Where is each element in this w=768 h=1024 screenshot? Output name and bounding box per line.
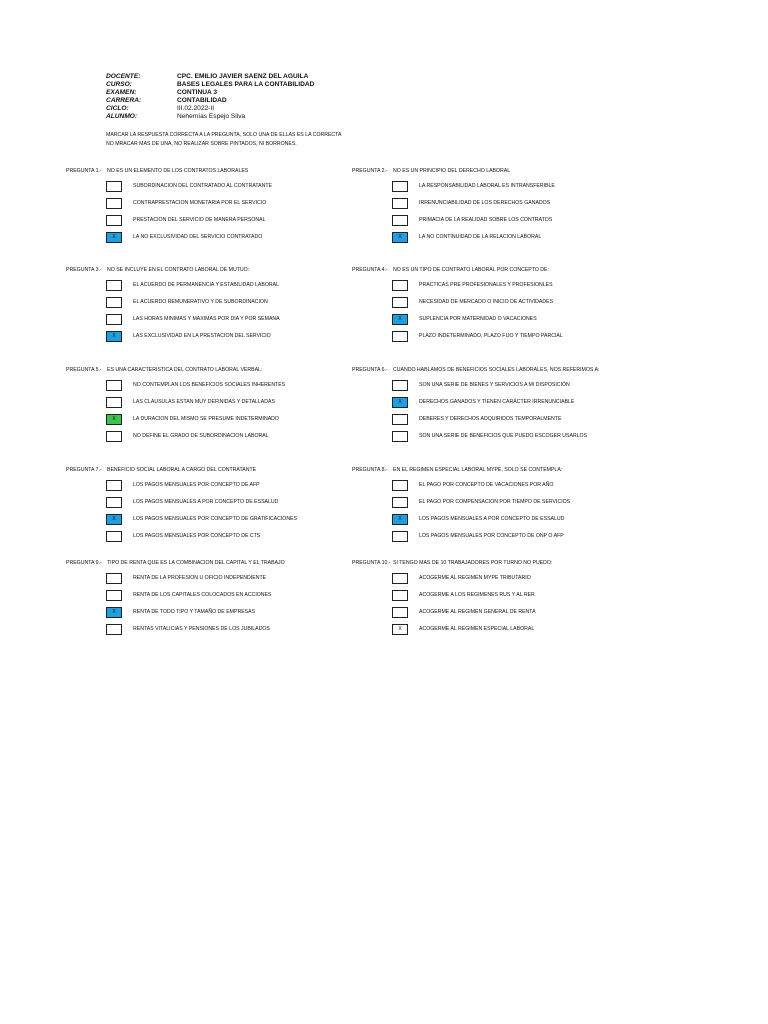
answer-text: LOS PAGOS MENSUALES POR CONCEPTO DE CTS bbox=[133, 533, 261, 539]
header-value: CONTABILIDAD bbox=[177, 97, 227, 104]
question-text: NO ES UN PRINCIPIO DEL DERECHO LABORAL bbox=[393, 168, 511, 174]
answer-text: NECESIDAD DE MERCADO O INICIO DE ACTIVIDADES bbox=[419, 299, 554, 305]
question-text: NO SE INCLUYE EN EL CONTRATO LABORAL DE MUTUO: bbox=[107, 267, 250, 273]
answer-option[interactable] bbox=[106, 397, 366, 408]
answer-option[interactable] bbox=[392, 431, 652, 442]
answer-option[interactable] bbox=[392, 497, 652, 508]
answer-checkbox[interactable] bbox=[392, 607, 408, 618]
answer-text: LAS EXCLUSIVIDAD EN LA PRESTACION DEL SERVICIO bbox=[133, 333, 271, 339]
answer-checkbox[interactable] bbox=[106, 280, 122, 291]
question-text: CUANDO HABLAMOS DE BENEFICIOS SOCIALES LABORALES, NOS REFERIMOS A: bbox=[393, 367, 600, 373]
header-label: DOCENTE: bbox=[106, 73, 141, 80]
answer-text: LOS PAGOS MENSUALES POR CONCEPTO DE AFP bbox=[133, 482, 260, 488]
question-number: PREGUNTA 5.- bbox=[66, 367, 102, 373]
answer-option[interactable] bbox=[392, 624, 652, 635]
question-number: PREGUNTA 1.- bbox=[66, 168, 102, 174]
answer-text: CONTRAPRESTACION MONETARIA POR EL SERVICIO bbox=[133, 200, 267, 206]
answer-text: RENTA DE LA PROFESION U OFICIO INDEPENDIENTE bbox=[133, 575, 267, 581]
header-row-curso bbox=[106, 81, 314, 89]
answer-option[interactable] bbox=[106, 198, 366, 209]
answer-option[interactable] bbox=[106, 607, 366, 618]
answer-option[interactable] bbox=[392, 607, 652, 618]
question-number: PREGUNTA 2.- bbox=[352, 168, 388, 174]
question-text: TIPO DE RENTA QUE ES LA COMBINACION DEL CAPITAL Y EL TRABAJO bbox=[107, 560, 285, 566]
answer-option[interactable] bbox=[392, 380, 652, 391]
answer-checkbox[interactable] bbox=[392, 380, 408, 391]
header-row-carrera bbox=[106, 97, 314, 105]
answer-checkbox[interactable]: X bbox=[392, 232, 408, 243]
header-value: CONTINUA 3 bbox=[177, 89, 218, 96]
question-number: PREGUNTA 8.- bbox=[352, 467, 388, 473]
answer-text: LAS HORAS MINIMAS Y MAXIMAS POR DIA Y POR SEMANA bbox=[133, 316, 280, 322]
answer-option[interactable] bbox=[392, 297, 652, 308]
answer-option[interactable] bbox=[106, 280, 366, 291]
question-3 bbox=[66, 267, 366, 357]
answer-text: SON UNA SERIE DE BENEFICIOS QUE PUEDO ESCOGER USARLOS bbox=[419, 433, 588, 439]
answer-checkbox[interactable] bbox=[392, 280, 408, 291]
answer-checkbox[interactable] bbox=[392, 215, 408, 226]
answer-option[interactable] bbox=[392, 280, 652, 291]
answer-text: IRRENUNCIABILIDAD DE LOS DERECHOS GANADOS bbox=[419, 200, 551, 206]
question-9 bbox=[66, 560, 366, 650]
answer-checkbox[interactable]: X bbox=[392, 624, 408, 635]
answer-option[interactable] bbox=[392, 531, 652, 542]
answer-option[interactable] bbox=[106, 414, 366, 425]
answer-option[interactable] bbox=[106, 531, 366, 542]
answer-option[interactable] bbox=[392, 331, 652, 342]
header-label: CICLO: bbox=[106, 105, 129, 112]
answer-text: EL PAGO POR COMPENSACION POR TIEMPO DE SERVICIOS bbox=[419, 499, 571, 505]
answer-text: LA NO EXCLUSIVIDAD DEL SERVICIO CONTRATADO bbox=[133, 234, 263, 240]
answer-checkbox[interactable]: X bbox=[106, 331, 122, 342]
header-value: Nehemías Espejo Silva bbox=[177, 113, 246, 120]
answer-checkbox[interactable] bbox=[392, 198, 408, 209]
answer-option[interactable] bbox=[106, 331, 366, 342]
answer-text: ACOGERME AL REGIMEN MYPE TRIBUTARIO bbox=[419, 575, 531, 581]
answer-checkbox[interactable]: X bbox=[392, 514, 408, 525]
answer-checkbox[interactable] bbox=[106, 215, 122, 226]
answer-text: ACOGERME AL REGIMEN ESPECIAL LABORAL bbox=[419, 626, 535, 632]
answer-text: EL ACUERDO DE PERMANENCIA Y ESTABILIDAD LABORAL bbox=[133, 282, 279, 288]
question-5 bbox=[66, 367, 366, 457]
answer-checkbox[interactable] bbox=[392, 297, 408, 308]
answer-option[interactable] bbox=[106, 590, 366, 601]
answer-text: NO DEFINE EL GRADO DE SUBORDINACION LABORAL bbox=[133, 433, 269, 439]
question-4 bbox=[352, 267, 652, 357]
answer-text: EL PAGO POR CONCEPTO DE VACACIONES POR AÑO bbox=[419, 482, 554, 488]
answer-option[interactable] bbox=[106, 232, 366, 243]
answer-checkbox[interactable] bbox=[106, 573, 122, 584]
answer-checkbox[interactable] bbox=[106, 480, 122, 491]
question-7 bbox=[66, 467, 366, 557]
question-number: PREGUNTA 6.- bbox=[352, 367, 388, 373]
question-1 bbox=[66, 168, 366, 258]
question-text: ES UNA CARACTERISTICA DEL CONTRATO LABORAL VERBAL: bbox=[107, 367, 263, 373]
answer-text: ACOGERME A LOS REGIMENES RUS Y AL RER bbox=[419, 592, 535, 598]
answer-option[interactable] bbox=[106, 431, 366, 442]
answer-checkbox[interactable] bbox=[106, 531, 122, 542]
answer-checkbox[interactable] bbox=[392, 573, 408, 584]
answer-text: NO CONTEMPLAN LOS BENEFICIOS SOCIALES INHERENTES bbox=[133, 382, 286, 388]
answer-checkbox[interactable]: X bbox=[392, 397, 408, 408]
header-label: CURSO: bbox=[106, 81, 133, 88]
question-text: BENEFICIO SOCIAL LABORAL A CARGO DEL CONTRATANTE bbox=[107, 467, 257, 473]
answer-option[interactable] bbox=[392, 198, 652, 209]
answer-checkbox[interactable] bbox=[106, 181, 122, 192]
question-text: NO ES UN ELEMENTO DE LOS CONTRATOS LABORALES bbox=[107, 168, 249, 174]
answer-option[interactable] bbox=[106, 514, 366, 525]
answer-checkbox[interactable] bbox=[106, 431, 122, 442]
answer-checkbox[interactable] bbox=[106, 380, 122, 391]
answer-text: PRESTACION DEL SERVICIO DE MANERA PERSONAL bbox=[133, 217, 266, 223]
question-6 bbox=[352, 367, 652, 457]
answer-text: SON UNA SERIE DE BIENES Y SERVICIOS A MI DISPOSICIÓN bbox=[419, 382, 570, 388]
answer-option[interactable] bbox=[106, 215, 366, 226]
answer-checkbox[interactable] bbox=[392, 480, 408, 491]
answer-text: LOS PAGOS MENSUALES A POR CONCEPTO DE ESSALUD bbox=[133, 499, 279, 505]
answer-option[interactable] bbox=[106, 314, 366, 325]
answer-checkbox[interactable] bbox=[392, 414, 408, 425]
answer-checkbox[interactable]: X bbox=[106, 514, 122, 525]
question-2 bbox=[352, 168, 652, 258]
answer-checkbox[interactable] bbox=[106, 624, 122, 635]
answer-option[interactable] bbox=[392, 414, 652, 425]
answer-checkbox[interactable]: X bbox=[106, 414, 122, 425]
answer-option[interactable] bbox=[106, 380, 366, 391]
answer-checkbox[interactable] bbox=[392, 497, 408, 508]
answer-checkbox[interactable]: X bbox=[106, 607, 122, 618]
answer-option[interactable] bbox=[106, 181, 366, 192]
answer-text: LOS PAGOS MENSUALES POR CONCEPTO DE ONP O AFP bbox=[419, 533, 564, 539]
header-block bbox=[106, 73, 314, 121]
header-row-examen bbox=[106, 89, 314, 97]
answer-text: DEBERES Y DERECHOS ADQUIRIDOS TEMPORALMENTE bbox=[419, 416, 562, 422]
answer-text: DERECHOS GANADOS Y TIENEN CARÁCTER IRRENUNCIABLE bbox=[419, 399, 575, 405]
question-number: PREGUNTA 4.- bbox=[352, 267, 388, 273]
answer-text: EL ACUERDO REMUNERATIVO Y DE SUBORDINACION bbox=[133, 299, 268, 305]
answer-checkbox[interactable] bbox=[106, 590, 122, 601]
answer-text: LA NO CONTINUIDAD DE LA RELACION LABORAL bbox=[419, 234, 542, 240]
question-10 bbox=[352, 560, 652, 650]
answer-checkbox[interactable] bbox=[392, 181, 408, 192]
answer-option[interactable] bbox=[392, 314, 652, 325]
answer-checkbox[interactable] bbox=[106, 297, 122, 308]
answer-option[interactable] bbox=[392, 232, 652, 243]
header-value: III.02.2022-II bbox=[177, 105, 215, 112]
question-number: PREGUNTA 7.- bbox=[66, 467, 102, 473]
answer-text: LOS PAGOS MENSUALES POR CONCEPTO DE GRATIFICACIONES bbox=[133, 516, 298, 522]
header-label: ALUNMO: bbox=[106, 113, 138, 120]
answer-checkbox[interactable] bbox=[392, 531, 408, 542]
answer-option[interactable] bbox=[106, 624, 366, 635]
answer-checkbox[interactable] bbox=[392, 331, 408, 342]
question-number: PREGUNTA 3.- bbox=[66, 267, 102, 273]
instructions bbox=[106, 131, 341, 149]
answer-text: LA RESPONSABILIDAD LABORAL ES INTRANSFERIBLE bbox=[419, 183, 555, 189]
header-row-ciclo bbox=[106, 105, 314, 113]
header-row-docente bbox=[106, 73, 314, 81]
answer-option[interactable] bbox=[106, 573, 366, 584]
answer-option[interactable] bbox=[106, 497, 366, 508]
answer-text: SUPLENCIA POR MATERNIDAD O VACACIONES bbox=[419, 316, 537, 322]
question-number: PREGUNTA 9.- bbox=[66, 560, 102, 566]
answer-text: RENTA DE TODO TIPO Y TAMAÑO DE EMPRESAS bbox=[133, 609, 256, 615]
question-8 bbox=[352, 467, 652, 557]
header-label: EXAMEN: bbox=[106, 89, 137, 96]
answer-option[interactable] bbox=[392, 181, 652, 192]
answer-text: RENTA DE LOS CAPITALES COLOCADOS EN ACCIONES bbox=[133, 592, 272, 598]
header-value: CPC. EMILIO JAVIER SAENZ DEL AGUILA bbox=[177, 73, 309, 80]
header-value: BASES LEGALES PARA LA CONTABILIDAD bbox=[177, 81, 315, 88]
answer-text: LOS PAGOS MENSUALES A POR CONCEPTO DE ESSALUD bbox=[419, 516, 565, 522]
answer-option[interactable] bbox=[106, 297, 366, 308]
header-label: CARRERA: bbox=[106, 97, 142, 104]
answer-text: RENTAS VITALICIAS Y PENSIONES DE LOS JUBILADOS bbox=[133, 626, 270, 632]
answer-option[interactable] bbox=[392, 573, 652, 584]
instruction-line: NO MRACAR MAS DE UNA, NO REALIZAR SOBRE PINTADOS, NI BORRONES. bbox=[106, 141, 297, 147]
answer-text: LAS CLAUSULAS ESTAN MUY DEFINIDAS Y DETALLADAS bbox=[133, 399, 275, 405]
answer-option[interactable] bbox=[106, 480, 366, 491]
question-text: SI TENGO MAS DE 10 TRABAJADORES POR TURNO NO PUEDO: bbox=[393, 560, 553, 566]
header-row-alumno bbox=[106, 113, 314, 121]
question-text: EN EL REGIMEN ESPECIAL LABORAL MYPE, SOLO SE CONTEMPLA: bbox=[393, 467, 563, 473]
answer-text: ACOGERME AL REGIMEN GENERAL DE RENTA bbox=[419, 609, 536, 615]
answer-checkbox[interactable]: X bbox=[392, 314, 408, 325]
answer-checkbox[interactable] bbox=[106, 198, 122, 209]
answer-text: LA DURACION DEL MISMO SE PRESUME INDETERMINADO bbox=[133, 416, 279, 422]
answer-option[interactable] bbox=[392, 215, 652, 226]
question-number: PREGUNTA 10.- bbox=[352, 560, 391, 566]
answer-checkbox[interactable] bbox=[392, 431, 408, 442]
answer-text: SUBORDINACION DEL CONTRATADO AL CONTRATANTE bbox=[133, 183, 273, 189]
answer-option[interactable] bbox=[392, 480, 652, 491]
answer-option[interactable] bbox=[392, 514, 652, 525]
answer-text: PRIMACIA DE LA REALIDAD SOBRE LOS CONTRATOS bbox=[419, 217, 553, 223]
answer-checkbox[interactable] bbox=[106, 314, 122, 325]
answer-text: PRACTICAS PRE PROFESIONALES Y PROFESIONLES bbox=[419, 282, 553, 288]
answer-option[interactable] bbox=[392, 590, 652, 601]
question-text: NO ES UN TIPO DE CONTRATO LABORAL POR CONCEPTO DE: bbox=[393, 267, 549, 273]
answer-option[interactable] bbox=[392, 397, 652, 408]
answer-checkbox[interactable] bbox=[106, 497, 122, 508]
instruction-line: MARCAR LA RESPUESTA CORRECTA A LA PREGUNTA, SOLO UNA DE ELLAS ES LA CORRECTA bbox=[106, 132, 342, 138]
answer-checkbox[interactable] bbox=[392, 590, 408, 601]
answer-checkbox[interactable]: X bbox=[106, 232, 122, 243]
answer-checkbox[interactable] bbox=[106, 397, 122, 408]
answer-text: PLAZO INDETERMINADO, PLAZO FIJO Y TIEMPO PARCIAL bbox=[419, 333, 563, 339]
